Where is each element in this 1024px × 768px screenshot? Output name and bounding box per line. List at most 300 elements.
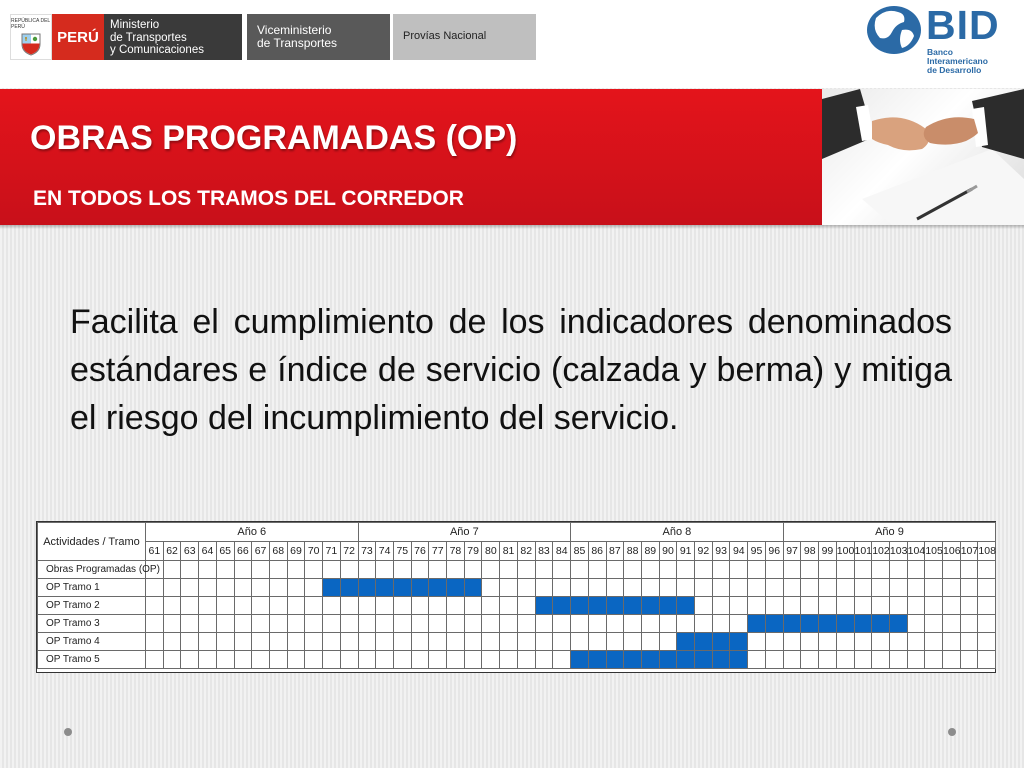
gantt-cell — [234, 615, 252, 633]
slide-title: OBRAS PROGRAMADAS (OP) — [30, 119, 518, 157]
gantt-cell — [181, 633, 199, 651]
gantt-cell-active — [872, 615, 890, 633]
gantt-cell — [517, 633, 535, 651]
gantt-cell — [836, 561, 854, 579]
gantt-cell — [358, 651, 376, 669]
gantt-cell — [393, 633, 411, 651]
gantt-cell — [500, 561, 518, 579]
gantt-cell — [199, 597, 217, 615]
gantt-cell — [146, 633, 164, 651]
gantt-cell — [340, 633, 358, 651]
gantt-cell — [146, 597, 164, 615]
gantt-month-header: 83 — [535, 542, 553, 561]
gantt-month-header: 107 — [960, 542, 978, 561]
gantt-cell — [801, 651, 819, 669]
gantt-cell — [287, 561, 305, 579]
gantt-month-header: 62 — [163, 542, 181, 561]
gantt-cell-active — [606, 597, 624, 615]
gantt-cell — [889, 579, 907, 597]
gantt-table — [37, 522, 996, 669]
gantt-cell — [712, 615, 730, 633]
gantt-cell — [517, 651, 535, 669]
gantt-cell — [323, 597, 341, 615]
gantt-month-header: 82 — [517, 542, 535, 561]
gantt-cell — [340, 597, 358, 615]
gantt-cell — [376, 561, 394, 579]
gantt-month-header: 63 — [181, 542, 199, 561]
gantt-cell — [801, 633, 819, 651]
gantt-cell — [411, 597, 429, 615]
gantt-cell — [340, 561, 358, 579]
gantt-cell-active — [641, 651, 659, 669]
gantt-cell — [606, 561, 624, 579]
gantt-cell — [429, 615, 447, 633]
gantt-cell — [146, 615, 164, 633]
gantt-cell — [854, 597, 872, 615]
gantt-cell — [252, 579, 270, 597]
gantt-cell-active — [659, 597, 677, 615]
gantt-cell — [889, 651, 907, 669]
gantt-cell-active — [783, 615, 801, 633]
gantt-cell — [943, 615, 961, 633]
gantt-year-header: Año 7 — [358, 523, 571, 542]
handshake-icon — [822, 89, 1024, 225]
gantt-cell — [854, 561, 872, 579]
gantt-cell — [730, 561, 748, 579]
gantt-cell-active — [730, 633, 748, 651]
gantt-cell — [907, 561, 925, 579]
gantt-cell-active — [889, 615, 907, 633]
gantt-cell — [695, 615, 713, 633]
logo-bar — [0, 0, 1024, 88]
gantt-cell — [358, 597, 376, 615]
gantt-month-header: 68 — [269, 542, 287, 561]
gantt-cell — [269, 579, 287, 597]
gantt-cell — [730, 615, 748, 633]
gantt-month-header: 104 — [907, 542, 925, 561]
gantt-cell — [659, 579, 677, 597]
gantt-cell — [305, 561, 323, 579]
gantt-cell — [677, 579, 695, 597]
gantt-cell — [712, 597, 730, 615]
gantt-cell — [163, 579, 181, 597]
gantt-cell-active — [535, 597, 553, 615]
gantt-cell — [376, 651, 394, 669]
gantt-cell — [571, 579, 589, 597]
gantt-month-header: 93 — [712, 542, 730, 561]
gantt-cell — [482, 651, 500, 669]
gantt-cell-active — [695, 651, 713, 669]
gantt-cell — [287, 633, 305, 651]
gantt-cell — [287, 651, 305, 669]
gantt-cell — [234, 597, 252, 615]
gantt-cell — [553, 615, 571, 633]
gantt-cell — [624, 615, 642, 633]
gantt-cell — [447, 633, 465, 651]
gantt-cell — [748, 597, 766, 615]
gantt-activity-label: OP Tramo 1 — [38, 579, 146, 597]
gantt-cell — [748, 651, 766, 669]
gantt-cell — [269, 597, 287, 615]
gantt-cell — [216, 651, 234, 669]
gantt-cell — [624, 579, 642, 597]
gantt-cell — [517, 561, 535, 579]
gantt-month-header: 98 — [801, 542, 819, 561]
gantt-cell — [854, 579, 872, 597]
gantt-cell — [801, 579, 819, 597]
gantt-cell-active — [712, 651, 730, 669]
gantt-cell — [801, 561, 819, 579]
gantt-cell — [393, 561, 411, 579]
banner-shadow — [0, 225, 1024, 229]
gantt-cell — [181, 597, 199, 615]
shield-icon — [20, 32, 42, 56]
gantt-cell — [695, 579, 713, 597]
gantt-cell — [305, 651, 323, 669]
gantt-cell — [340, 651, 358, 669]
gantt-cell — [925, 561, 943, 579]
gantt-cell — [765, 651, 783, 669]
gantt-cell — [695, 561, 713, 579]
gantt-cell — [393, 615, 411, 633]
gantt-cell — [960, 597, 978, 615]
gantt-activity-label: OP Tramo 5 — [38, 651, 146, 669]
ministerio-label — [104, 14, 242, 60]
gantt-cell-active — [854, 615, 872, 633]
gantt-cell — [712, 561, 730, 579]
gantt-year-header: Año 8 — [571, 523, 784, 542]
gantt-month-header: 66 — [234, 542, 252, 561]
gantt-month-header: 92 — [695, 542, 713, 561]
gantt-month-header: 100 — [836, 542, 854, 561]
gantt-month-header: 80 — [482, 542, 500, 561]
gantt-month-header: 86 — [588, 542, 606, 561]
gantt-cell — [943, 633, 961, 651]
gantt-cell — [925, 633, 943, 651]
decorative-dot-right — [948, 728, 956, 736]
gantt-cell — [482, 561, 500, 579]
gantt-cell — [287, 579, 305, 597]
gantt-cell — [447, 561, 465, 579]
gantt-cell — [606, 579, 624, 597]
gantt-cell — [199, 633, 217, 651]
gantt-cell — [216, 633, 234, 651]
gantt-activity-label: OP Tramo 4 — [38, 633, 146, 651]
gantt-cell — [163, 633, 181, 651]
gantt-cell — [712, 579, 730, 597]
gantt-cell-active — [588, 597, 606, 615]
gantt-month-header: 94 — [730, 542, 748, 561]
ministerio-line-2: de Transportes — [110, 31, 187, 44]
gantt-cell — [960, 579, 978, 597]
gantt-cell — [252, 561, 270, 579]
gantt-cell-active — [712, 633, 730, 651]
gantt-cell — [305, 597, 323, 615]
gantt-cell — [393, 597, 411, 615]
gantt-month-header: 76 — [411, 542, 429, 561]
gantt-cell — [447, 597, 465, 615]
gantt-cell-active — [429, 579, 447, 597]
bid-name: BID — [926, 2, 1000, 48]
gantt-month-header: 105 — [925, 542, 943, 561]
gantt-cell — [376, 615, 394, 633]
gantt-year-header: Año 6 — [146, 523, 359, 542]
gantt-cell — [517, 597, 535, 615]
gantt-cell — [181, 651, 199, 669]
gantt-cell — [323, 615, 341, 633]
gantt-cell — [464, 633, 482, 651]
gantt-activity-row — [38, 651, 996, 669]
gantt-cell — [659, 633, 677, 651]
gantt-activity-row — [38, 579, 996, 597]
gantt-cell — [269, 615, 287, 633]
gantt-cell-active — [588, 651, 606, 669]
gantt-cell — [783, 651, 801, 669]
gantt-cell — [429, 597, 447, 615]
gantt-cell — [960, 633, 978, 651]
body-paragraph: Facilita el cumplimiento de los indicadores denominados estándares e índice de servicio (calzada y berma) y mitiga el riesgo del incumplimiento del servicio. — [70, 303, 952, 437]
gantt-cell — [588, 561, 606, 579]
gantt-cell — [978, 561, 996, 579]
gantt-year-header: Año 9 — [783, 523, 996, 542]
gantt-cell — [925, 651, 943, 669]
gantt-cell — [765, 633, 783, 651]
gantt-month-header: 64 — [199, 542, 217, 561]
gantt-cell-active — [323, 579, 341, 597]
gantt-cell — [854, 651, 872, 669]
gantt-cell — [641, 561, 659, 579]
gantt-cell-active — [748, 615, 766, 633]
gantt-cell — [199, 561, 217, 579]
gantt-cell — [783, 579, 801, 597]
gantt-cell — [305, 579, 323, 597]
gantt-month-header: 81 — [500, 542, 518, 561]
gantt-cell — [500, 651, 518, 669]
gantt-cell — [216, 615, 234, 633]
gantt-cell — [960, 651, 978, 669]
gantt-cell — [606, 615, 624, 633]
gantt-cell — [287, 615, 305, 633]
gantt-cell — [411, 633, 429, 651]
gantt-cell-active — [677, 651, 695, 669]
gantt-cell — [978, 633, 996, 651]
gantt-month-header: 71 — [323, 542, 341, 561]
gantt-cell — [836, 633, 854, 651]
gantt-cell — [482, 615, 500, 633]
gantt-cell — [447, 651, 465, 669]
viceministerio-line-1: Viceministerio — [257, 23, 332, 37]
gantt-cell — [429, 633, 447, 651]
gantt-cell-active — [340, 579, 358, 597]
gantt-cell — [783, 597, 801, 615]
gantt-month-header: 67 — [252, 542, 270, 561]
gantt-cell — [500, 615, 518, 633]
gantt-cell — [819, 633, 837, 651]
gantt-cell — [535, 633, 553, 651]
gantt-cell — [252, 597, 270, 615]
gantt-cell — [305, 633, 323, 651]
gantt-cell-active — [659, 651, 677, 669]
gantt-cell — [925, 597, 943, 615]
gantt-month-header: 74 — [376, 542, 394, 561]
gantt-cell — [482, 633, 500, 651]
gantt-month-header: 103 — [889, 542, 907, 561]
gantt-month-header: 78 — [447, 542, 465, 561]
gantt-cell — [978, 615, 996, 633]
gantt-cell — [677, 615, 695, 633]
gantt-cell-active — [571, 651, 589, 669]
gantt-cell — [907, 651, 925, 669]
gantt-cell — [907, 633, 925, 651]
gantt-cell-active — [641, 597, 659, 615]
gantt-chart — [36, 521, 996, 673]
gantt-cell-active — [624, 651, 642, 669]
gantt-cell — [553, 579, 571, 597]
ministerio-line-3: y Comunicaciones — [110, 44, 204, 56]
gantt-cell — [836, 597, 854, 615]
gantt-month-header: 89 — [641, 542, 659, 561]
slide-subtitle: EN TODOS LOS TRAMOS DEL CORREDOR — [33, 187, 464, 210]
decorative-dot-left — [64, 728, 72, 736]
gantt-cell — [872, 597, 890, 615]
gantt-month-row — [38, 542, 996, 561]
gantt-cell — [907, 597, 925, 615]
gantt-cell — [234, 651, 252, 669]
gantt-cell — [819, 561, 837, 579]
gantt-cell — [783, 633, 801, 651]
gantt-activity-row — [38, 597, 996, 615]
gantt-month-header: 72 — [340, 542, 358, 561]
gantt-month-header: 73 — [358, 542, 376, 561]
gantt-cell-active — [464, 579, 482, 597]
gantt-cell — [553, 633, 571, 651]
gantt-activity-row — [38, 633, 996, 651]
gantt-cell — [889, 561, 907, 579]
gantt-cell-active — [447, 579, 465, 597]
gantt-cell — [411, 615, 429, 633]
gantt-cell — [464, 597, 482, 615]
gantt-month-header: 108 — [978, 542, 996, 561]
gantt-cell — [943, 561, 961, 579]
gantt-cell-active — [624, 597, 642, 615]
gantt-cell — [836, 651, 854, 669]
gantt-cell-active — [819, 615, 837, 633]
gantt-cell — [181, 579, 199, 597]
gantt-cell-active — [677, 597, 695, 615]
viceministerio-label — [247, 14, 390, 60]
gantt-cell — [978, 651, 996, 669]
gantt-cell — [748, 633, 766, 651]
gantt-month-header: 85 — [571, 542, 589, 561]
gantt-cell — [624, 633, 642, 651]
gantt-cell — [889, 597, 907, 615]
gantt-cell — [641, 633, 659, 651]
gantt-cell — [216, 597, 234, 615]
gantt-cell — [553, 651, 571, 669]
gantt-cell — [358, 615, 376, 633]
gantt-cell — [269, 651, 287, 669]
gantt-cell — [960, 615, 978, 633]
gantt-cell — [500, 633, 518, 651]
gantt-cell-active — [411, 579, 429, 597]
gantt-cell — [234, 633, 252, 651]
gantt-cell-active — [358, 579, 376, 597]
gantt-cell — [819, 579, 837, 597]
gantt-cell — [163, 561, 181, 579]
gantt-cell — [181, 615, 199, 633]
gantt-cell — [181, 561, 199, 579]
gantt-month-header: 84 — [553, 542, 571, 561]
gantt-cell — [819, 597, 837, 615]
gantt-cell — [464, 561, 482, 579]
gantt-cell — [748, 561, 766, 579]
gantt-cell — [571, 633, 589, 651]
gantt-corner-label: Actividades / Tramo — [38, 523, 146, 561]
gantt-cell — [748, 579, 766, 597]
gantt-month-header: 102 — [872, 542, 890, 561]
gantt-month-header: 70 — [305, 542, 323, 561]
gantt-cell — [340, 615, 358, 633]
gantt-month-header: 95 — [748, 542, 766, 561]
gantt-month-header: 69 — [287, 542, 305, 561]
gantt-cell — [429, 561, 447, 579]
gantt-activity-label: Obras Programadas (OP) — [38, 561, 146, 579]
gantt-cell — [464, 615, 482, 633]
bid-sub-line-1: Banco Interamericano — [927, 47, 988, 66]
gantt-cell — [535, 561, 553, 579]
gantt-cell — [199, 615, 217, 633]
gantt-month-header: 101 — [854, 542, 872, 561]
gantt-cell-active — [553, 597, 571, 615]
gantt-cell — [482, 597, 500, 615]
gantt-cell — [411, 561, 429, 579]
gantt-cell — [447, 615, 465, 633]
gantt-cell — [695, 597, 713, 615]
bid-subtitle — [927, 48, 1016, 75]
gantt-cell-active — [606, 651, 624, 669]
gantt-cell — [677, 561, 695, 579]
gantt-cell — [269, 633, 287, 651]
gantt-cell — [819, 651, 837, 669]
gantt-cell — [305, 615, 323, 633]
gantt-month-header: 87 — [606, 542, 624, 561]
gantt-cell-active — [836, 615, 854, 633]
gantt-cell — [376, 633, 394, 651]
gantt-cell — [943, 651, 961, 669]
gantt-activity-row — [38, 561, 996, 579]
bid-sub-line-2: de Desarrollo — [927, 65, 982, 75]
gantt-cell — [535, 579, 553, 597]
gantt-cell — [730, 579, 748, 597]
gantt-cell — [801, 597, 819, 615]
peru-government-logo — [10, 14, 242, 60]
gantt-cell — [889, 633, 907, 651]
ministerio-line-1: Ministerio — [110, 19, 160, 31]
gantt-cell — [588, 579, 606, 597]
gantt-month-header: 75 — [393, 542, 411, 561]
gantt-month-header: 79 — [464, 542, 482, 561]
gantt-cell — [234, 561, 252, 579]
peru-coat-of-arms-icon — [10, 14, 52, 60]
peru-label: PERÚ — [52, 14, 104, 60]
gantt-cell — [163, 615, 181, 633]
provias-label: Provías Nacional — [393, 14, 536, 60]
gantt-cell — [358, 633, 376, 651]
gantt-cell — [482, 579, 500, 597]
gantt-activity-label: OP Tramo 2 — [38, 597, 146, 615]
gantt-cell — [925, 579, 943, 597]
gantt-cell — [641, 615, 659, 633]
